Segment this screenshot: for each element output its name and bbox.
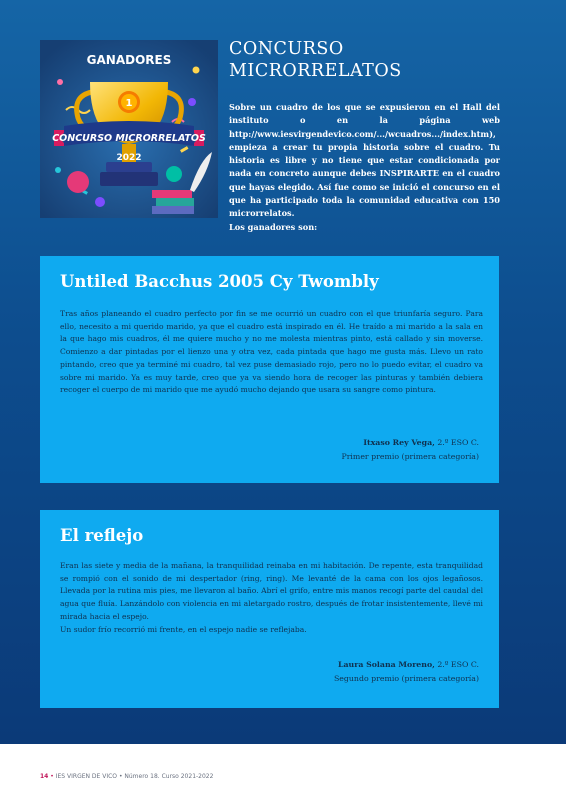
winners-lead: Los ganadores son: [229,221,318,232]
author-name: Laura Solana Moreno, [338,660,435,669]
author-line [334,658,479,672]
story-credit [341,436,479,464]
page-number: 14 [40,773,49,780]
author-course: 2.º ESO C. [434,438,479,447]
story-body [60,308,483,397]
story-text: Tras años planeando el cuadro perfecto por fin se me ocurrió un cuadro con el que triunfaría seguro. Para ello, necesito a mi querido marido, ya que el cuadro está inspirado en él. He traído a mi marido a la sala en la que hago mis cuadros, él me quiere mucho y no me molesta mientras pinto, está callado y sin moverse. Comienzo a dar pintadas por el lienzo una y otra vez, cada pintada que hago me gusta más. Llevo un rato pintando, creo que ya terminé mi cuadro, tal vez puse demasiado rojo, pero no lo puedo evitar, el cuadro va sobre mi marido. Ya es muy tarde, creo que ya va siendo hora de recoger las pinturas y también debiera recoger el cuerpo de mi marido que me ayudó mucho dejando que usara su sangre como pintura. [60,309,483,395]
story-text-closing: Un sudor frío recorrió mi frente, en el espejo nadie se reflejaba. [60,624,307,634]
author-name: Itxaso Rey Vega, [363,438,435,447]
prize-label: Primer premio (primera categoría) [341,452,479,461]
footer-bullet: • [50,773,54,780]
title-line-2: MICRORRELATOS [229,61,402,81]
story-card-2 [40,510,499,708]
trophy-illustration [40,40,218,218]
prize-label: Segundo premio (primera categoría) [333,674,479,683]
author-course: 2.º ESO C. [434,660,479,669]
page-footer [40,773,213,780]
page-title [229,38,529,82]
contest-poster [40,40,218,218]
intro-text-block [229,101,500,234]
poster-heading: GANADORES [86,53,172,67]
title-line-1: CONCURSO [229,39,344,59]
poster-banner-text: CONCURSO MICRORRELATOS [52,133,206,144]
school-name: IES VIRGEN DE VICO [55,773,118,780]
poster-year: 2022 [116,153,142,163]
story-text: Eran las siete y media de la mañana, la tranquilidad reinaba en mi habitación. De repente, esta tranquilidad se rompió con el sonido de mi despertador (ring, ring). Me levanté de la cama con los ojos legañosos. Llevada por la rutina mis pies, me llevaron al baño. Abrí el grifo, entre mis manos recogí parte del caudal del agua que fluía. Lanzándolo con violencia en mi aletargado rostro, después de frotar insistentemente, llevé mi mirada hacia el espejo. [60,561,483,621]
story-title: El reflejo [60,526,144,545]
author-line [341,436,479,450]
story-credit [334,658,479,686]
intro-paragraph: Sobre un cuadro de los que se expusieron en el Hall del instituto o en la página web http://www.iesvirgendevico.com/.../wcuadros.../index.htm), empieza a crear tu propia historia sobre el cuadro. Tu historia es libre y no tiene que estar condicionada por nada en concreto aunque debes INSPIRARTE en el cuadro que hayas elegido. Así fue como se inició el concurso en el que ha participado toda la comunidad educativa con 150 microrrelatos. [229,102,500,219]
story-title: Untiled Bacchus 2005 Cy Twombly [60,272,379,291]
story-body [60,560,483,636]
medal-number: 1 [125,98,133,109]
issue-info: • Número 18. Curso 2021-2022 [118,773,214,780]
story-card-1 [40,256,499,483]
